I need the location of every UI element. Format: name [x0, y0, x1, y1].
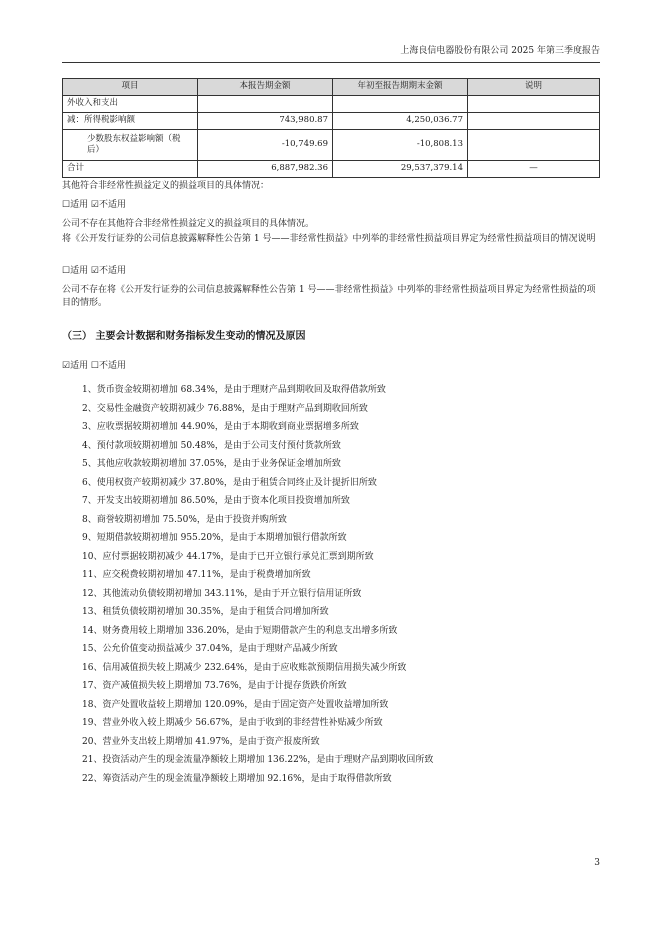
table-cell-item: 外收入和支出	[63, 96, 198, 113]
column-header: 说明	[468, 79, 600, 96]
table-row	[63, 96, 600, 113]
list-item: 2、交易性金融资产较期初减少 76.88%，是由于理财产品到期收回所致	[82, 403, 368, 414]
section-title: （三） 主要会计数据和财务指标发生变动的情况及原因	[62, 331, 306, 342]
table-cell-note	[468, 96, 600, 113]
paragraph-no-other-items: 公司不存在其他符合非经常性损益定义的损益项目的具体情况。	[62, 219, 315, 229]
table-row	[63, 113, 600, 130]
list-item: 15、公允价值变动损益减少 37.04%，是由于理财产品减少所致	[82, 644, 338, 654]
table-cell-ytd: 29,537,379.14	[333, 161, 468, 178]
list-item: 1、货币资金较期初增加 68.34%，是由于理财产品到期收回及取得借款所致	[82, 385, 386, 395]
applicability-checkbox-3: ☑适用 ☐不适用	[62, 361, 126, 371]
paragraph-classification-note: 将《公开发行证券的公司信息披露解释性公告第 1 号——非经常性损益》中列举的非经常性损益项目界定为经常性损益项目的情况说明	[62, 234, 596, 244]
report-header-title: 上海良信电器股份有限公司 2025 年第三季度报告	[400, 46, 600, 56]
paragraph-other-items: 其他符合非经常性损益定义的损益项目的具体情况：	[62, 181, 270, 191]
column-header: 年初至报告期期末金额	[333, 79, 468, 96]
list-item: 18、资产处置收益较上期增加 120.09%，是由于固定资产处置收益增加所致	[82, 699, 389, 710]
table-cell-item: 少数股东权益影响额（税后）	[63, 130, 198, 161]
paragraph-no-classification: 公司不存在将《公开发行证券的公司信息披露解释性公告第 1 号——非经常性损益》中列举的非经常性损益项目界定为经常性损益的项目的情形。	[62, 285, 596, 308]
table-row	[63, 161, 600, 178]
list-item: 5、其他应收款较期初增加 37.05%，是由于业务保证金增加所致	[82, 459, 341, 469]
list-item: 9、短期借款较期初增加 955.20%，是由于本期增加银行借款所致	[82, 533, 347, 543]
page-number: 3	[594, 858, 600, 868]
column-header: 项目	[63, 79, 198, 96]
list-item: 14、财务费用较上期增加 336.20%，是由于短期借款产生的利息支出增多所致	[82, 625, 398, 636]
list-item: 7、开发支出较期初增加 86.50%，是由于资本化项目投资增加所致	[82, 496, 350, 506]
table-cell-current: 743,980.87	[198, 113, 333, 130]
table-cell-item: 减：所得税影响额	[63, 113, 198, 130]
table-cell-ytd: 4,250,036.77	[333, 113, 468, 130]
changes-list	[82, 385, 433, 792]
table-cell-item: 合计	[63, 161, 198, 178]
list-item: 21、投资活动产生的现金流量净额较上期增加 136.22%，是由于理财产品到期收回所致	[82, 755, 434, 765]
list-item: 16、信用减值损失较上期减少 232.64%，是由于应收账款预期信用损失减少所致	[82, 662, 407, 673]
list-item: 4、预付款项较期初增加 50.48%，是由于公司支付预付货款所致	[82, 440, 341, 451]
table-cell-note	[468, 113, 600, 130]
table-cell-note	[468, 130, 600, 161]
list-item: 3、应收票据较期初增加 44.90%，是由于本期收到商业票据增多所致	[82, 422, 359, 432]
header-divider	[62, 62, 600, 63]
table-cell-note: —	[468, 161, 600, 178]
table-header-row	[63, 79, 600, 96]
list-item: 10、应付票据较期初减少 44.17%，是由于已开立银行承兑汇票到期所致	[82, 551, 374, 562]
table-cell-ytd: -10,808.13	[333, 130, 468, 161]
list-item: 13、租赁负债较期初增加 30.35%，是由于租赁合同增加所致	[82, 607, 329, 617]
table-row	[63, 130, 600, 161]
applicability-checkbox-1: ☐适用 ☑不适用	[62, 200, 126, 210]
table-cell-current	[198, 96, 333, 113]
table-cell-ytd	[333, 96, 468, 113]
table-cell-current: -10,749.69	[198, 130, 333, 161]
applicability-checkbox-2: ☐适用 ☑不适用	[62, 266, 126, 276]
non-recurring-gains-table	[62, 78, 600, 178]
list-item: 19、营业外收入较上期减少 56.67%，是由于收到的非经营性补贴减少所致	[82, 718, 383, 728]
list-item: 20、营业外支出较上期增加 41.97%，是由于资产报废所致	[82, 736, 320, 747]
list-item: 6、使用权资产较期初减少 37.80%，是由于租赁合同终止及计提折旧所致	[82, 477, 377, 488]
list-item: 12、其他流动负债较期初增加 343.11%，是由于开立银行信用证所致	[82, 588, 362, 599]
list-item: 11、应交税费较期初增加 47.11%，是由于税费增加所致	[82, 570, 311, 580]
list-item: 17、资产减值损失较上期增加 73.76%，是由于计提存货跌价所致	[82, 681, 347, 691]
list-item: 8、商誉较期初增加 75.50%，是由于投资并购所致	[82, 514, 287, 525]
table-cell-current: 6,887,982.36	[198, 161, 333, 178]
list-item: 22、筹资活动产生的现金流量净额较上期增加 92.16%，是由于取得借款所致	[82, 773, 392, 784]
column-header: 本报告期金额	[198, 79, 333, 96]
